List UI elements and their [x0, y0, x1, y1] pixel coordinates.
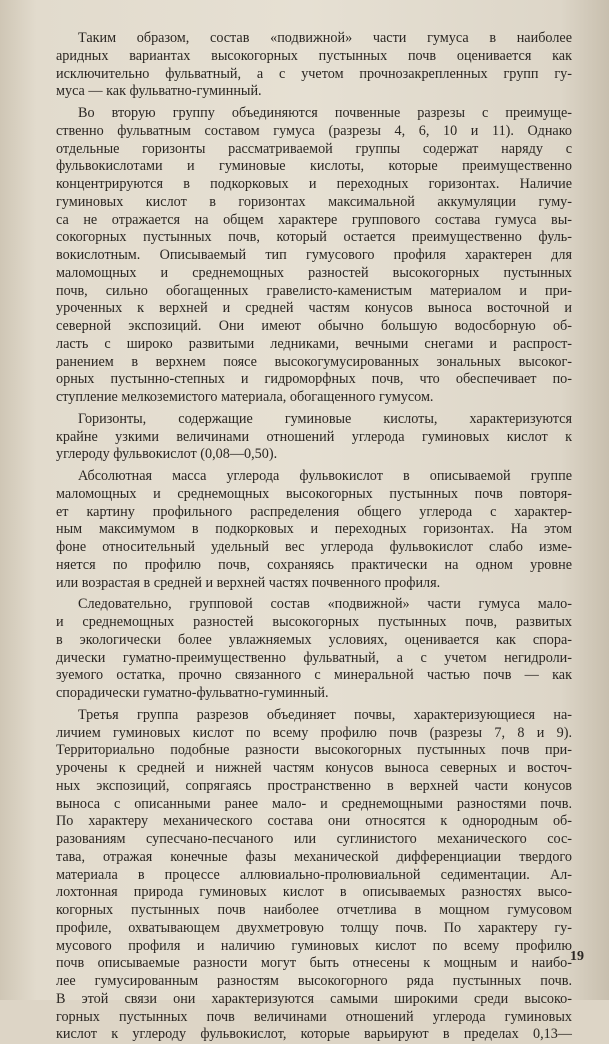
- text-line: Во вторую группу объединяются почвенные разрезы с преимуще-: [78, 105, 572, 121]
- text-line: ласть с широко развитыми ледниками, вечными снегами и распрост-: [56, 335, 572, 352]
- text-line: ет картину профильного распределения общего углерода с характер-: [56, 503, 572, 520]
- text-line: материала в процессе аллювиально-пролювиальной седиментации. Ал-: [56, 866, 572, 883]
- text-line: Абсолютная масса углерода фульвокислот в описываемой группе: [78, 468, 572, 484]
- text-line: маломощных и среднемощных разностей высокогорных пустынных: [56, 264, 572, 281]
- paragraph: [56, 105, 572, 407]
- text-line: фульвокислотами и гуминовые кислоты, которые преимущественно: [56, 158, 572, 175]
- text-line: исключительно фульватный, а с учетом прочнозакрепленных групп гу-: [56, 65, 572, 82]
- text-line: и среднемощных разностей высокогорных пустынных почв, развитых: [56, 614, 572, 630]
- text-line: са не отражается на общем характере группового состава гумуса вы-: [56, 211, 572, 228]
- text-line: ных экспозиций, сопрягаясь пространственно в верхней части конусов: [56, 777, 572, 794]
- text-line: няется по профилю почв, сохраняясь практически на одном уровне: [56, 556, 572, 573]
- text-line: отдельные горизонты рассматриваемой группы содержат наряду с: [56, 140, 572, 157]
- text-line: почв, сильно обогащенных гравелисто-каменистым материалом и при-: [56, 282, 572, 299]
- paragraph: [56, 707, 572, 1044]
- paragraph: [56, 468, 572, 592]
- text-line: в экологически более увлажняемых условиях, оценивается как спора-: [56, 631, 572, 648]
- text-line: ственно фульватным составом гумуса (разрезы 4, 6, 10 и 11). Однако: [56, 122, 572, 139]
- text-line: уроченных к верхней и средней частям конусов выноса восточной и: [56, 300, 572, 317]
- text-line: Третья группа разрезов объединяет почвы, характеризующиеся на-: [78, 706, 572, 723]
- text-line: ным максимумом в подкорковых и переходных горизонтах. На этом: [56, 521, 572, 538]
- text-line: муса — как фульватно-гуминный.: [56, 83, 262, 100]
- text-line: концентрируются в подкорковых и переходных горизонтах. Наличие: [56, 176, 572, 192]
- text-line: северной экспозиций. Они имеют обычно большую водосборную об-: [56, 318, 572, 334]
- text-line: когорных пустынных почв наиболее отчетлива в мощном гумусовом: [56, 902, 572, 918]
- text-line: Следовательно, групповой состав «подвижной» части гумуса мало-: [78, 596, 572, 613]
- text-line: По характеру механического состава они относятся к однородным об-: [56, 813, 572, 830]
- text-line: вокислотным. Описываемый тип гумусового профиля характерен для: [56, 247, 572, 263]
- text-line: ранением в верхнем поясе высокогумусированных зональных высоког-: [56, 353, 572, 370]
- text-line: почв описываемые разности могут быть отнесены к мощным и наибо-: [56, 955, 572, 972]
- text-line: аридных вариантах высокогорных пустынных почв оценивается как: [56, 47, 572, 64]
- text-line: орных пустынно-степных и гидроморфных почв, что обеспечивает по-: [56, 371, 572, 388]
- text-line: фоне относительный удельный вес углерода фульвокислот слабо изме-: [56, 539, 572, 555]
- text-line: или возрастая в средней и верхней частях почвенного профиля.: [56, 574, 441, 591]
- paragraph: [56, 411, 572, 464]
- text-line: лохтонная природа гуминовых кислот в описываемых разностях высо-: [56, 884, 572, 901]
- body-text: [56, 30, 572, 1044]
- text-line: В этой связи они характеризуются самыми широкими среди высоко-: [56, 990, 572, 1007]
- paragraph: [56, 30, 572, 101]
- text-line: урочены к средней и нижней частям конусов выноса северных и восточ-: [56, 760, 572, 776]
- text-line: спорадически гуматно-фульватно-гуминный.: [56, 685, 329, 701]
- text-line: ступление мелкоземистого материала, обогащенного гумусом.: [56, 389, 434, 405]
- text-line: зуемого остатка, прочно связанного с минеральной частью почв — как: [56, 667, 572, 684]
- text-line: тава, отражая конечные фазы механической дифференциации твердого: [56, 848, 572, 865]
- text-line: дически гуматно-преимущественно фульватный, а с учетом негидроли-: [56, 649, 572, 666]
- text-line: выноса с описанными ранее мало- и среднемощными разностями почв.: [56, 795, 572, 812]
- text-line: лее гумусированным разностям высокогорного ряда пустынных почв.: [56, 973, 572, 989]
- text-line: маломощных и среднемощных высокогорных пустынных почв повторя-: [56, 485, 572, 502]
- text-line: мусового профиля и наличию гуминовых кислот по всему профилю: [56, 937, 572, 954]
- page-number: 19: [570, 949, 584, 964]
- text-line: профиле, охватывающем двухметровую толщу почв. По характеру гу-: [56, 919, 572, 936]
- text-line: крайне узкими величинами отношений углерода гуминовых кислот к: [56, 428, 572, 445]
- text-line: личием гуминовых кислот по всему профилю почв (разрезы 7, 8 и 9).: [56, 724, 572, 741]
- text-line: Горизонты, содержащие гуминовые кислоты, характеризуются: [78, 410, 572, 427]
- text-line: кислот к углероду фульвокислот, которые варьируют в пределах 0,13—: [56, 1026, 572, 1043]
- text-line: гуминовых кислот в горизонтах максимальной аккумуляции гуму-: [56, 193, 572, 210]
- text-line: разованиям супесчано-песчаного или суглинистого механического сос-: [56, 831, 572, 847]
- text-line: Территориально подобные разности высокогорных пустынных почв при-: [56, 742, 572, 759]
- text-line: сокогорных пустынных почв, который остается преимущественно фуль-: [56, 229, 572, 246]
- paragraph: [56, 596, 572, 703]
- text-line: углероду фульвокислот (0,08—0,50).: [56, 446, 278, 463]
- text-line: Таким образом, состав «подвижной» части гумуса в наиболее: [78, 30, 572, 46]
- text-line: горных пустынных почв величинами отношений углерода гуминовых: [56, 1008, 572, 1025]
